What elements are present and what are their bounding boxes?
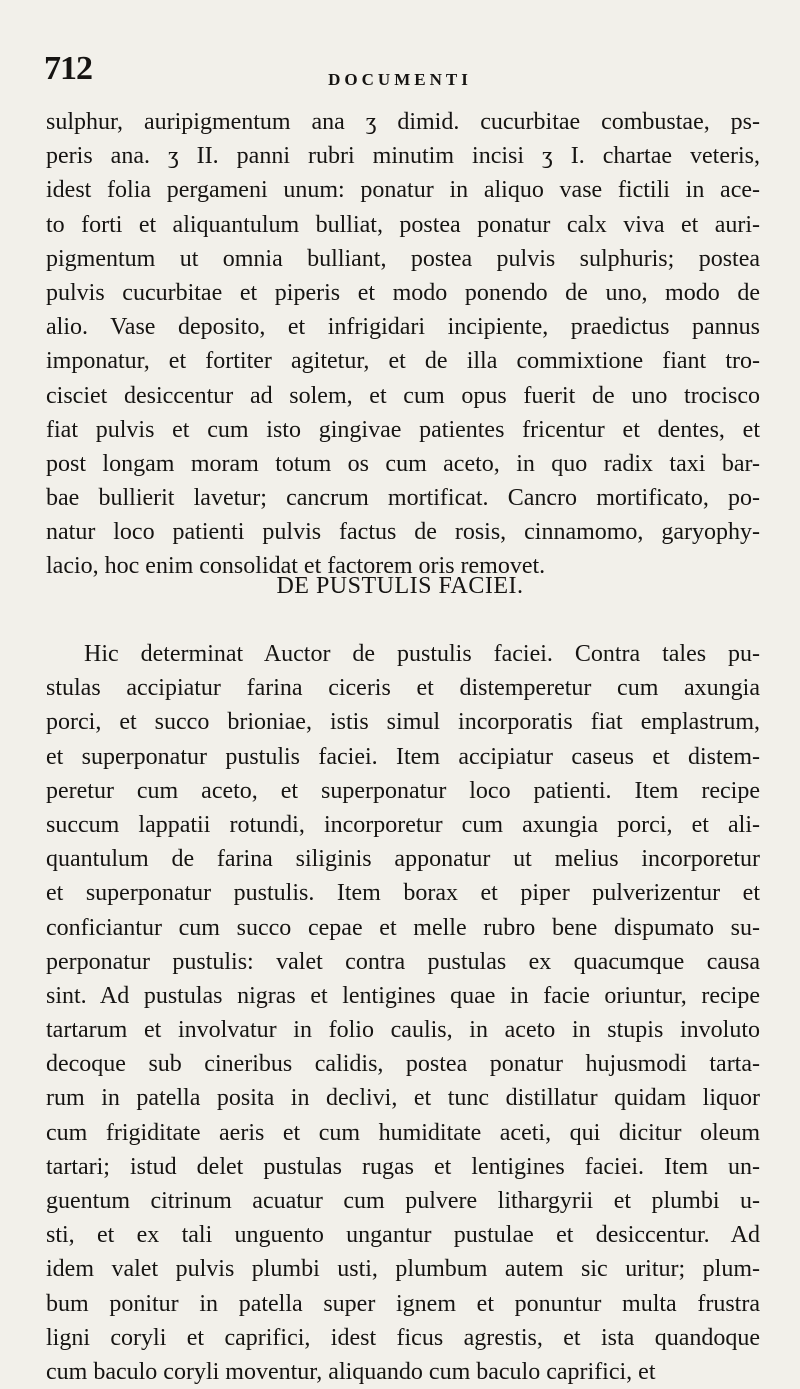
text-line: peris ana. ʒ II. panni rubri minutim incisi ʒ I. chartae veteris, bbox=[46, 143, 760, 170]
text-line: post longam moram totum os cum aceto, in quo radix taxi bar- bbox=[46, 450, 760, 477]
text-line: peretur cum aceto, et superponatur loco patienti. Item recipe bbox=[46, 777, 760, 804]
show-through-decoration bbox=[560, 508, 750, 528]
text-line: conficiantur cum succo cepae et melle rubro bene dispumato su- bbox=[46, 914, 760, 941]
text-line: sint. Ad pustulas nigras et lentigines quae in facie oriuntur, recipe bbox=[46, 982, 760, 1009]
text-line: et superponatur pustulis faciei. Item accipiatur caseus et distem- bbox=[46, 743, 760, 770]
text-line: alio. Vase deposito, et infrigidari incipiente, praedictus pannus bbox=[46, 314, 760, 341]
text-line: Hic determinat Auctor de pustulis faciei. Contra tales pu- bbox=[84, 641, 760, 667]
text-line: sulphur, auripigmentum ana ʒ dimid. cucurbitae combustae, ps- bbox=[46, 109, 760, 135]
text-line: bae bullierit lavetur; cancrum mortificat. Cancro mortificato, po- bbox=[46, 485, 760, 512]
page-number: 712 bbox=[44, 50, 92, 87]
text-line: lacio, hoc enim consolidat et factorem oris removet. bbox=[46, 553, 546, 580]
text-line: rum in patella posita in declivi, et tunc distillatur quidam liquor bbox=[46, 1085, 760, 1112]
text-line: cisciet desiccentur ad solem, et cum opus fuerit de uno trocisco bbox=[46, 382, 760, 409]
text-line: natur loco patienti pulvis factus de rosis, cinnamomo, garyophy- bbox=[46, 519, 760, 546]
text-line: guentum citrinum acuatur cum pulvere lithargyrii et plumbi u- bbox=[46, 1188, 760, 1214]
text-line: ligni coryli et caprifici, idest ficus agrestis, et ista quandoque bbox=[46, 1324, 760, 1351]
text-line: quantulum de farina siliginis apponatur ut melius incorporetur bbox=[46, 846, 760, 873]
text-line: perponatur pustulis: valet contra pustulas ex quacumque causa bbox=[46, 948, 760, 975]
text-line: porci, et succo brioniae, istis simul incorporatis fiat emplastrum, bbox=[46, 709, 760, 736]
text-line: idem valet pulvis plumbi usti, plumbum autem sic uritur; plum- bbox=[46, 1256, 760, 1283]
text-line: cum frigiditate aeris et cum humiditate aceti, qui dicitur oleum bbox=[46, 1119, 760, 1146]
paragraph-de-pustulis bbox=[46, 637, 760, 1389]
section-heading: DE PUSTULIS FACIEI. bbox=[276, 573, 524, 599]
text-line: tartarum et involvatur in folio caulis, in aceto in stupis involuto bbox=[46, 1017, 760, 1044]
text-line: decoque sub cineribus calidis, postea ponatur hujusmodi tarta- bbox=[46, 1051, 760, 1078]
text-line: imponatur, et fortiter agitetur, et de illa commixtione fiant tro- bbox=[46, 348, 760, 375]
text-line: tartari; istud delet pustulas rugas et lentigines faciei. Item un- bbox=[46, 1153, 760, 1180]
text-line: fiat pulvis et cum isto gingivae patientes fricentur et dentes, et bbox=[46, 416, 760, 443]
text-line: et superponatur pustulis. Item borax et piper pulverizentur et bbox=[46, 880, 760, 907]
text-line: pulvis cucurbitae et piperis et modo ponendo de uno, modo de bbox=[46, 279, 760, 306]
text-line: idest folia pergameni unum: ponatur in aliquo vase fictili in ace- bbox=[46, 177, 760, 204]
text-line: stulas accipiatur farina ciceris et distemperetur cum axungia bbox=[46, 675, 760, 702]
text-line: cum baculo coryli moventur, aliquando cum baculo caprifici, et bbox=[46, 1358, 656, 1385]
text-line: succum lappatii rotundi, incorporetur cum axungia porci, et ali- bbox=[46, 811, 760, 838]
text-line: pigmentum ut omnia bulliant, postea pulvis sulphuris; postea bbox=[46, 245, 760, 272]
text-line: bum ponitur in patella super ignem et ponuntur multa frustra bbox=[46, 1290, 760, 1317]
text-line: sti, et ex tali unguento ungantur pustulae et desiccentur. Ad bbox=[46, 1222, 760, 1249]
running-head: DOCUMENTI bbox=[328, 70, 472, 89]
text-line: to forti et aliquantulum bulliat, postea ponatur calx viva et auri- bbox=[46, 211, 760, 238]
